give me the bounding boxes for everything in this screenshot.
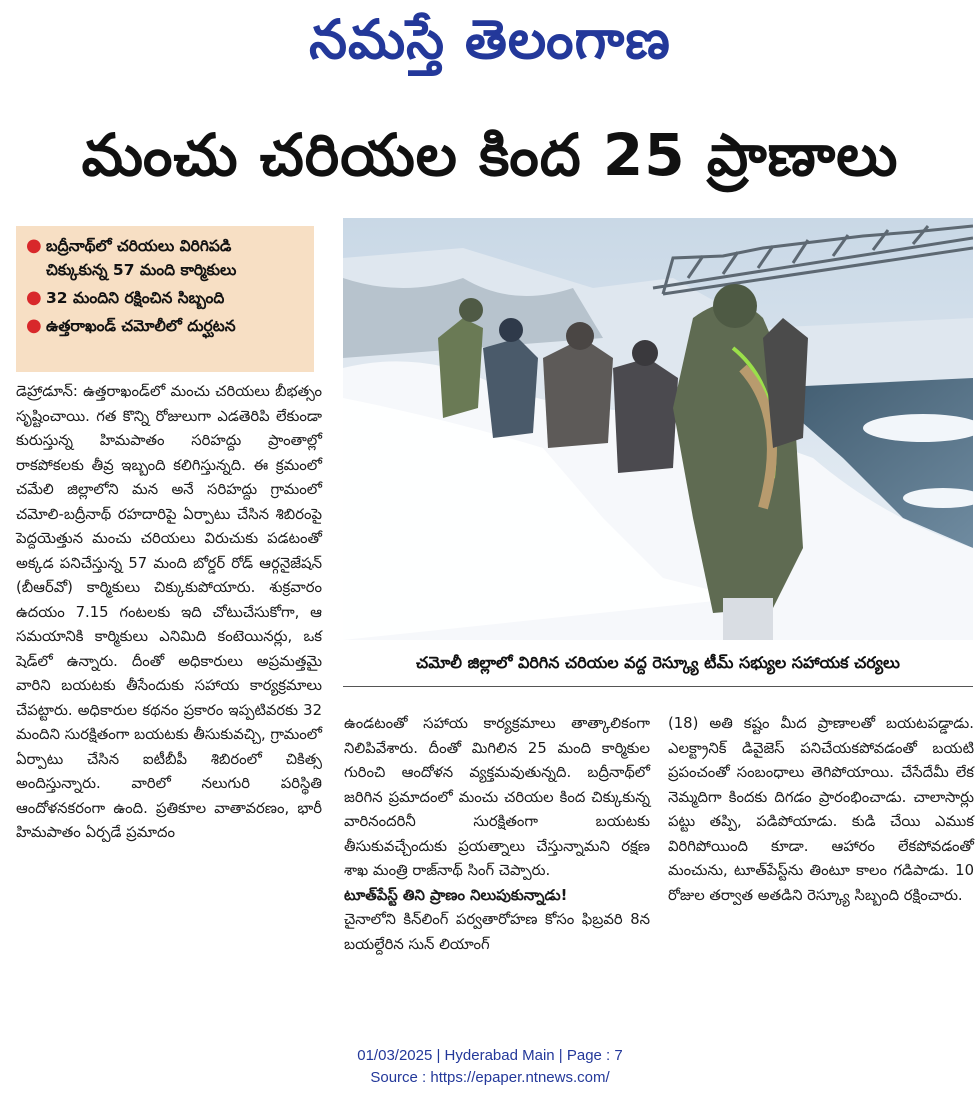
edition-info: 01/03/2025 | Hyderabad Main | Page : 7: [357, 1047, 623, 1064]
highlights-box: [16, 226, 314, 372]
bullet-icon: ●: [26, 287, 42, 308]
article-subhead: టూత్‌పేస్ట్ తిని ప్రాణం నిలుపుకున్నాడు!: [344, 886, 568, 904]
article-column-3: [668, 712, 974, 908]
highlight-item: ● బద్రీనాథ్‌లో చరియలు విరిగిపడి చిక్కుకున్న 57 మంది కార్మికులు: [26, 235, 237, 279]
photo-caption: చమోలీ జిల్లాలో విరిగిన చరియల వద్ద రెస్క్యూ టీమ్ సభ్యుల సహాయక చర్యలు: [343, 644, 973, 687]
article-headline: మంచు చరియల కింద 25 ప్రాణాలు: [81, 121, 899, 189]
article-paragraph: (18) అతి కష్టం మీద ప్రాణాలతో బయటపడ్డాడు. ఎలక్ట్రానిక్ డివైజెస్ పనిచేయకపోవడంతో బయటి ప్రపంచంతో సంబంధాలు తెగిపోయాయి. చేసేదేమీ లేక నెమ్మదిగా కిందకు దిగడం ప్రారంభించాడు. చాలాసార్లు పట్టు తప్పి, పడిపోయాడు. కుడి చేయి ఎముక విరిగిపోయింది కూడా. ఆహారం లేకపోవడంతో మంచును, టూత్‌పేస్ట్‌ను తింటూ కాలం గడిపాడు. 10 రోజుల తర్వాత అతడిని రెస్క్యూ సిబ్బంది రక్షించారు.: [668, 715, 974, 904]
newspaper-masthead: నమస్తే తెలంగాణ: [309, 7, 671, 71]
rescue-photo: [343, 218, 973, 640]
article-column-1: [16, 380, 322, 846]
page-footer: [0, 1045, 980, 1089]
article-column-2: [344, 712, 650, 957]
article-paragraph: ఉండటంతో సహాయ కార్యక్రమాలు తాత్కాలికంగా నిలిపివేశారు. దీంతో మిగిలిన 25 మంది కార్మికుల గురించి ఆందోళన వ్యక్తమవుతున్నది. బద్రీనాథ్‌లో జరిగిన ప్రమాదంలో మంచు చరియల కింద చిక్కుకున్న వారినందరినీ సురక్షితంగా బయటకు తీసుకువచ్చేందుకు ప్రయత్నాలు చేస్తున్నామని రక్షణ శాఖ మంత్రి రాజ్‌నాథ్ సింగ్ చెప్పారు.: [344, 715, 650, 879]
article-paragraph: చైనాలోని కిన్‌లింగ్ పర్వతారోహణ కోసం ఫిబ్రవరి 8న బయల్దేరిన సున్ లియాంగ్: [344, 911, 650, 953]
highlight-item: ● ఉత్తరాఖండ్ చమోలీలో దుర్ఘటన: [26, 315, 236, 336]
source-link[interactable]: Source : https://epaper.ntnews.com/: [370, 1069, 610, 1086]
bullet-icon: ●: [26, 315, 42, 336]
article-paragraph: డెహ్రాడూన్: ఉత్తరాఖండ్‌లో మంచు చరియలు బీభత్సం సృష్టించాయి. గత కొన్ని రోజులుగా ఎడతెరిపి లేకుండా కురుస్తున్న హిమపాతం సరిహద్దు ప్రాంతాల్లో రాకపోకలకు తీవ్ర ఇబ్బంది కలిగిస్తున్నది. ఈ క్రమంలో చమేలి జిల్లాలోని మన అనే సరిహద్దు గ్రామంలో చమోలి-బద్రీనాథ్ రహదారిపై ఏర్పాటు చేసిన శిబిరంపై పెద్దయెత్తున మంచు చరియలు విరుచుకు పడటంతో అక్కడ పనిచేస్తున్న 57 మంది బోర్డర్ రోడ్ ఆర్గనైజేషన్ (బీఆర్‌వో) కార్మికులు చిక్కుకుపోయారు. శుక్రవారం ఉదయం 7.15 గంటలకు ఇది చోటుచేసుకోగా, ఆ సమయానికి కార్మికులు ఎనిమిది కంటెయినర్లు, ఒక షెడ్‌లో ఉన్నారు. దీంతో అధికారులు అప్రమత్తమై వారిని బయటకు తీసేందుకు సహాయ కార్యక్రమాలు చేపట్టారు. అధికారుల కథనం ప్రకారం ఇప్పటివరకు 32 మందిని సురక్షితంగా బయటకు తీసుకువచ్చి, గ్రామంలో ఏర్పాటు చేసిన ఐటీబీపీ శిబిరంలో చికిత్స అందిస్తున్నారు. వారిలో నలుగురి పరిస్థితి ఆందోళనకరంగా ఉంది. ప్రతికూల వాతావరణం, భారీ హిమపాతం ఏర్పడే ప్రమాదం: [16, 383, 322, 841]
highlight-item: ● 32 మందిని రక్షించిన సిబ్బంది: [26, 287, 225, 308]
bullet-icon: ●: [26, 235, 42, 256]
